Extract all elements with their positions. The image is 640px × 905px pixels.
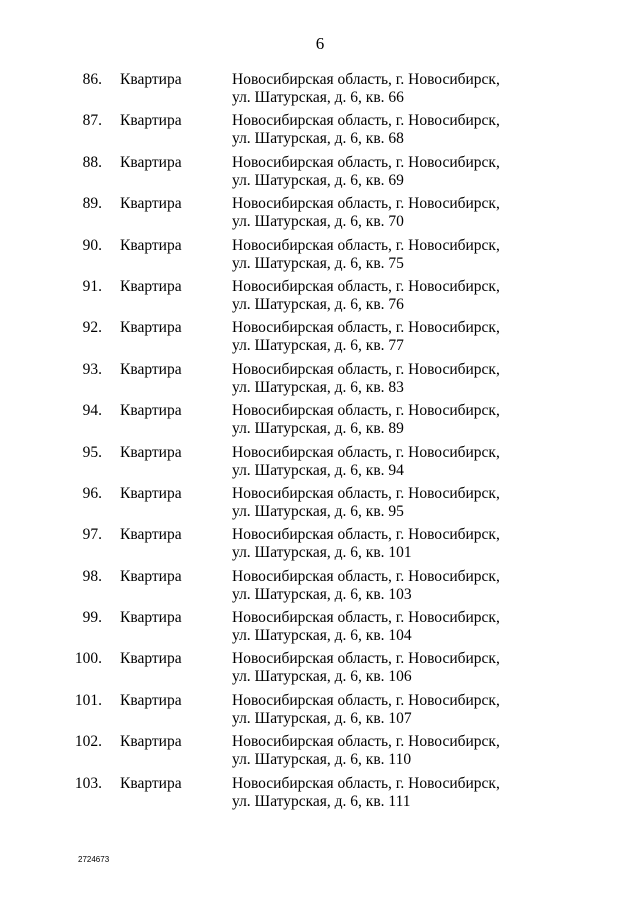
address-line-2: ул. Шатурская, д. 6, кв. 111	[232, 792, 411, 810]
property-address	[232, 361, 532, 397]
property-type: Квартира	[120, 236, 182, 254]
item-number: 86.	[82, 71, 102, 88]
property-type: Квартира	[120, 195, 182, 213]
address-line-2: ул. Шатурская, д. 6, кв. 110	[232, 751, 412, 769]
property-type: Квартира	[120, 650, 182, 668]
address-line-2: ул. Шатурская, д. 6, кв. 70	[232, 213, 404, 231]
list-item	[0, 568, 640, 609]
item-number: 92.	[82, 319, 102, 337]
property-address	[232, 237, 532, 273]
address-line-2: ул. Шатурская, д. 6, кв. 107	[232, 709, 412, 727]
property-address	[232, 526, 532, 562]
address-line-2: ул. Шатурская, д. 6, кв. 69	[232, 171, 404, 189]
address-line-2: ул. Шатурская, д. 6, кв. 76	[232, 295, 404, 313]
property-address	[232, 195, 532, 231]
property-type: Квартира	[120, 609, 182, 627]
property-type: Квартира	[120, 71, 182, 88]
address-line-1: Новосибирская область, г. Новосибирск,	[232, 402, 500, 420]
property-type: Квартира	[120, 484, 182, 502]
address-line-2: ул. Шатурская, д. 6, кв. 104	[232, 627, 412, 645]
item-number: 96.	[82, 484, 102, 502]
property-address	[232, 733, 532, 769]
property-list	[0, 71, 640, 816]
address-line-2: ул. Шатурская, д. 6, кв. 77	[232, 337, 404, 355]
list-item	[0, 361, 640, 402]
property-address	[232, 112, 532, 148]
address-line-1: Новосибирская область, г. Новосибирск,	[232, 319, 500, 337]
item-number: 87.	[82, 112, 102, 130]
property-address	[232, 609, 532, 645]
item-number: 89.	[82, 195, 102, 213]
property-type: Квартира	[120, 567, 182, 585]
address-line-1: Новосибирская область, г. Новосибирск,	[232, 277, 500, 295]
item-number: 91.	[82, 277, 102, 295]
list-item	[0, 733, 640, 774]
address-line-1: Новосибирская область, г. Новосибирск,	[232, 112, 500, 130]
property-type: Квартира	[120, 526, 182, 544]
list-item	[0, 775, 640, 816]
property-type: Квартира	[120, 153, 182, 171]
item-number: 100.	[74, 650, 102, 668]
list-item	[0, 609, 640, 650]
item-number: 103.	[74, 774, 102, 792]
property-type: Квартира	[120, 733, 182, 751]
item-number: 101.	[74, 691, 102, 709]
document-code: 2724673	[78, 855, 110, 864]
list-item	[0, 402, 640, 443]
list-item	[0, 237, 640, 278]
address-line-1: Новосибирская область, г. Новосибирск,	[232, 236, 500, 254]
address-line-2: ул. Шатурская, д. 6, кв. 103	[232, 585, 412, 603]
address-line-1: Новосибирская область, г. Новосибирск,	[232, 650, 500, 668]
address-line-2: ул. Шатурская, д. 6, кв. 75	[232, 254, 404, 272]
list-item	[0, 319, 640, 360]
list-item	[0, 444, 640, 485]
address-line-1: Новосибирская область, г. Новосибирск,	[232, 484, 500, 502]
item-number: 88.	[82, 153, 102, 171]
list-item	[0, 692, 640, 733]
property-address	[232, 402, 532, 438]
address-line-2: ул. Шатурская, д. 6, кв. 101	[232, 544, 412, 562]
item-number: 97.	[82, 526, 102, 544]
property-type: Квартира	[120, 319, 182, 337]
list-item	[0, 485, 640, 526]
property-address	[232, 319, 532, 355]
page-number: 6	[315, 34, 325, 53]
list-item	[0, 154, 640, 195]
property-type: Квартира	[120, 360, 182, 378]
address-line-1: Новосибирская область, г. Новосибирск,	[232, 774, 500, 792]
address-line-1: Новосибирская область, г. Новосибирск,	[232, 71, 500, 88]
property-type: Квартира	[120, 402, 182, 420]
property-address	[232, 485, 532, 521]
property-address	[232, 278, 532, 314]
address-line-1: Новосибирская область, г. Новосибирск,	[232, 733, 500, 751]
property-address	[232, 71, 532, 107]
address-line-1: Новосибирская область, г. Новосибирск,	[232, 195, 500, 213]
address-line-1: Новосибирская область, г. Новосибирск,	[232, 153, 500, 171]
address-line-2: ул. Шатурская, д. 6, кв. 94	[232, 461, 404, 479]
property-address	[232, 775, 532, 811]
list-item	[0, 650, 640, 691]
item-number: 98.	[82, 567, 102, 585]
property-address	[232, 154, 532, 190]
address-line-1: Новосибирская область, г. Новосибирск,	[232, 567, 500, 585]
address-line-1: Новосибирская область, г. Новосибирск,	[232, 526, 500, 544]
item-number: 94.	[82, 402, 102, 420]
property-address	[232, 692, 532, 728]
address-line-2: ул. Шатурская, д. 6, кв. 66	[232, 89, 404, 106]
property-type: Квартира	[120, 774, 182, 792]
address-line-1: Новосибирская область, г. Новосибирск,	[232, 691, 500, 709]
property-address	[232, 444, 532, 480]
list-item	[0, 278, 640, 319]
item-number: 93.	[82, 360, 102, 378]
item-number: 90.	[82, 236, 102, 254]
property-address	[232, 568, 532, 604]
list-item	[0, 71, 640, 112]
address-line-1: Новосибирская область, г. Новосибирск,	[232, 443, 500, 461]
address-line-2: ул. Шатурская, д. 6, кв. 68	[232, 130, 404, 148]
property-type: Квартира	[120, 691, 182, 709]
item-number: 99.	[82, 609, 102, 627]
list-item	[0, 195, 640, 236]
property-type: Квартира	[120, 443, 182, 461]
item-number: 95.	[82, 443, 102, 461]
property-type: Квартира	[120, 277, 182, 295]
list-item	[0, 112, 640, 153]
address-line-2: ул. Шатурская, д. 6, кв. 106	[232, 668, 412, 686]
address-line-2: ул. Шатурская, д. 6, кв. 95	[232, 502, 404, 520]
list-item	[0, 526, 640, 567]
address-line-2: ул. Шатурская, д. 6, кв. 89	[232, 420, 404, 438]
address-line-1: Новосибирская область, г. Новосибирск,	[232, 360, 500, 378]
address-line-1: Новосибирская область, г. Новосибирск,	[232, 609, 500, 627]
address-line-2: ул. Шатурская, д. 6, кв. 83	[232, 378, 404, 396]
item-number: 102.	[74, 733, 102, 751]
property-address	[232, 650, 532, 686]
property-type: Квартира	[120, 112, 182, 130]
